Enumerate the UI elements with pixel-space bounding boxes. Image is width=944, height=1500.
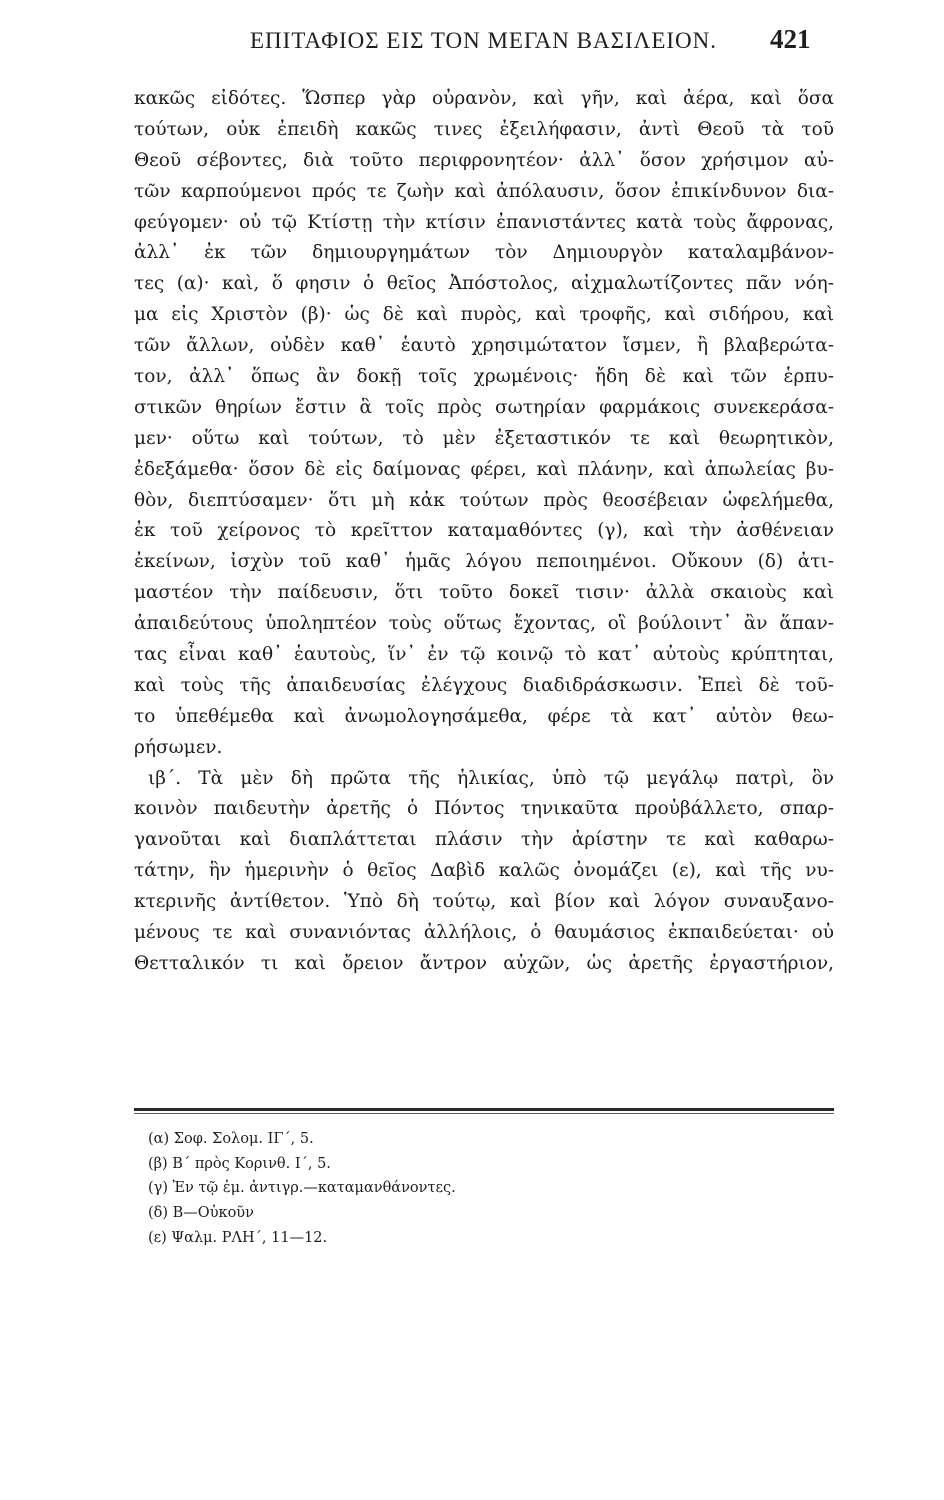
text-line: μα εἰς Χριστὸν (β)· ὡς δὲ καὶ πυρὸς, καὶ τροφῆς, καὶ σιδήρου, καὶ <box>134 304 834 326</box>
text-line: ἐδεξάμεθα· ὅσον δὲ εἰς δαίμονας φέρει, καὶ πλάνην, καὶ ἀπωλείας βυ- <box>134 458 834 480</box>
text-line: μένους τε καὶ συνανιόντας ἀλλήλοις, ὁ θαυμάσιος ἐκπαιδεύεται· οὐ <box>134 922 834 944</box>
text-line: τάτην, ἣν ἡμερινὴν ὁ θεῖος Δαβὶδ καλῶς ὀνομάζει (ε), καὶ τῆς νυ- <box>134 860 834 882</box>
text-line: τῶν καρπούμενοι πρός τε ζωὴν καὶ ἀπόλαυσιν, ὅσον ἐπικίνδυνον δια- <box>134 180 834 202</box>
text-line: γανοῦται καὶ διαπλάττεται πλάσιν τὴν ἀρίστην τε καὶ καθαρω- <box>134 829 834 851</box>
text-line: τον, ἀλλ᾽ ὅπως ἂν δοκῇ τοῖς χρωμένοις· ἤδη δὲ καὶ τῶν ἑρπυ- <box>134 366 834 388</box>
text-line: τούτων, οὐκ ἐπειδὴ κακῶς τινες ἐξειλήφασιν, ἀντὶ Θεοῦ τὰ τοῦ <box>134 118 834 140</box>
footnote-b: (β) Β΄ πρὸς Κορινθ. Ι΄, 5. <box>148 1155 331 1172</box>
paragraph-end-line: ρήσωμεν. <box>134 736 223 758</box>
footnote-e: (ε) Ψαλμ. ΡΛΗ΄, 11—12. <box>148 1229 328 1246</box>
footnote-divider <box>134 1108 834 1111</box>
text-line: θὸν, διεπτύσαμεν· ὅτι μὴ κἀκ τούτων πρὸς θεοσέβειαν ὠφελήμεθα, <box>134 489 834 511</box>
section-start-line: ιβ΄. Τὰ μὲν δὴ πρῶτα τῆς ἡλικίας, ὑπὸ τῷ μεγάλῳ πατρὶ, ὃν <box>148 767 834 789</box>
text-line: κοινὸν παιδευτὴν ἀρετῆς ὁ Πόντος τηνικαῦτα προὐβάλλετο, σπαρ- <box>134 798 834 820</box>
text-line: στικῶν θηρίων ἔστιν ἃ τοῖς πρὸς σωτηρίαν φαρμάκοις συνεκεράσα- <box>134 396 834 418</box>
footnote-a: (α) Σοφ. Σολομ. ΙΓ΄, 5. <box>148 1131 314 1147</box>
text-line: το ὑπεθέμεθα καὶ ἀνωμολογησάμεθα, φέρε τὰ κατ᾽ αὐτὸν θεω- <box>134 705 834 727</box>
text-line: κακῶς εἰδότες. Ὥσπερ γὰρ οὐρανὸν, καὶ γῆν, καὶ ἀέρα, καὶ ὅσα <box>134 88 834 109</box>
text-line: μαστέον τὴν παίδευσιν, ὅτι τοῦτο δοκεῖ τισιν· ἀλλὰ σκαιοὺς καὶ <box>134 582 834 604</box>
text-line: Θεοῦ σέβοντες, διὰ τοῦτο περιφρονητέον· ἀλλ᾽ ὅσον χρήσιμον αὐ- <box>134 149 834 171</box>
text-line: ἀπαιδεύτους ὑποληπτέον τοὺς οὕτως ἔχοντας, οἳ βούλοιντ᾽ ἂν ἅπαν- <box>134 613 834 635</box>
text-line: κτερινῆς ἀντίθετον. Ὑπὸ δὴ τούτῳ, καὶ βίον καὶ λόγον συναυξανο- <box>134 891 834 913</box>
text-line: φεύγομεν· οὐ τῷ Κτίστῃ τὴν κτίσιν ἐπανιστάντες κατὰ τοὺς ἄφρονας, <box>134 211 834 233</box>
footnote-d: (δ) Β—Οὐκοῦν <box>148 1205 254 1222</box>
text-line: τες (α)· καὶ, ὅ φησιν ὁ θεῖος Ἀπόστολος, αἰχμαλωτίζοντες πᾶν νόη- <box>134 273 834 295</box>
footnotes <box>148 1127 648 1250</box>
text-line: καὶ τοὺς τῆς ἀπαιδευσίας ἐλέγχους διαδιδράσκωσιν. Ἐπεὶ δὲ τοῦ- <box>134 674 834 696</box>
text-line: Θετταλικόν τι καὶ ὄρειον ἄντρον αὐχῶν, ὡς ἀρετῆς ἐργαστήριον, <box>134 952 834 974</box>
text-line: ἐκ τοῦ χείρονος τὸ κρεῖττον καταμαθόντες (γ), καὶ τὴν ἀσθένειαν <box>134 520 834 542</box>
footnote-divider-thin <box>134 1113 834 1114</box>
page-number: 421 <box>770 24 811 54</box>
text-line: ἀλλ᾽ ἐκ τῶν δημιουργημάτων τὸν Δημιουργὸν καταλαμβάνον- <box>134 242 834 264</box>
text-line: τῶν ἄλλων, οὐδὲν καθ᾽ ἑαυτὸ χρησιμώτατον ἴσμεν, ἢ βλαβερώτα- <box>134 335 834 357</box>
text-line: τας εἶναι καθ᾽ ἑαυτοὺς, ἵν᾽ ἐν τῷ κοινῷ τὸ κατ᾽ αὐτοὺς κρύπτηται, <box>134 644 834 666</box>
text-line: μεν· οὕτω καὶ τούτων, τὸ μὲν ἐξεταστικόν τε καὶ θεωρητικὸν, <box>134 427 834 449</box>
running-head: ΕΠΙΤΑΦΙΟΣ ΕΙΣ ΤΟΝ ΜΕΓΑΝ ΒΑΣΙΛΕΙΟΝ. <box>250 28 718 53</box>
body-text <box>134 84 834 980</box>
footnote-c: (γ) Ἐν τῷ ἐμ. ἀντιγρ.—καταμανθάνοντες. <box>148 1180 456 1197</box>
text-line: ἐκείνων, ἰσχὺν τοῦ καθ᾽ ἡμᾶς λόγου πεποιημένοι. Οὔκουν (δ) ἀτι- <box>134 551 834 573</box>
